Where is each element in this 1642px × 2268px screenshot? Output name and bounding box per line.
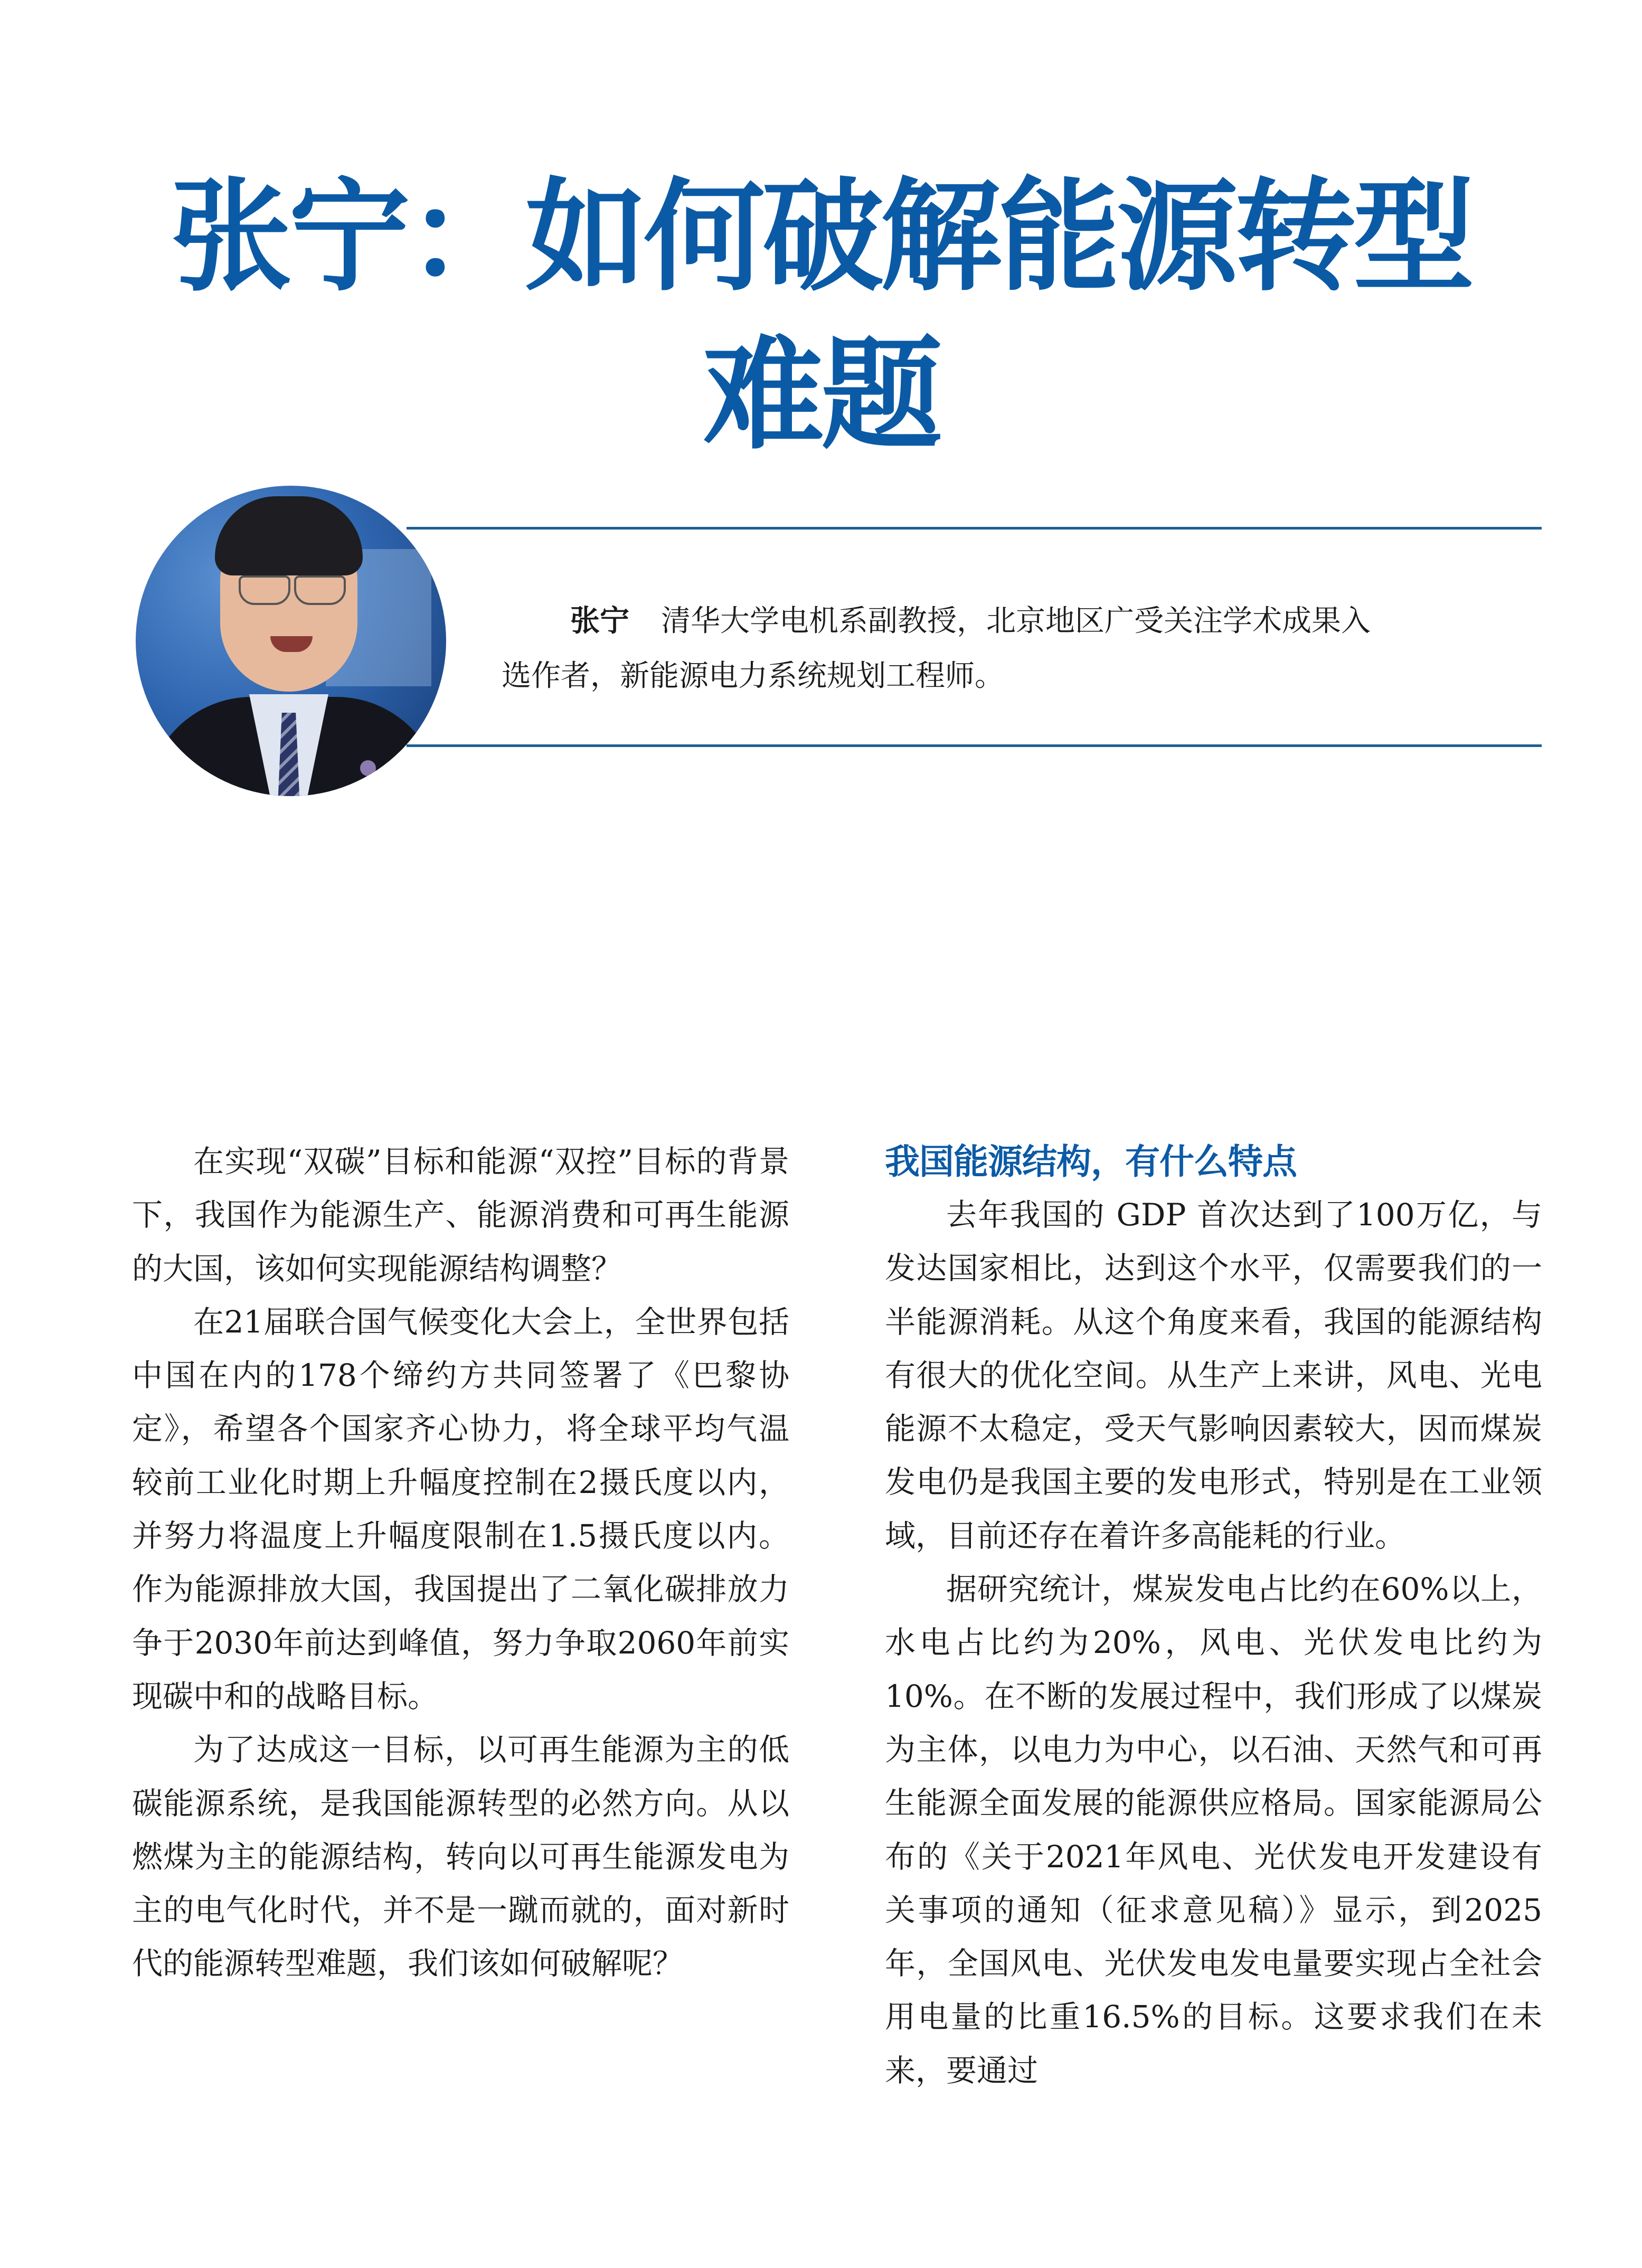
left-text-column (132, 1135, 789, 1991)
body-paragraph: 去年我国的 GDP 首次达到了100万亿，与发达国家相比，达到这个水平，仅需要我们的一半能源消耗。从这个角度来看，我国的能源结构有很大的优化空间。从生产上来讲，风电、光电能源不太稳定，受天气影响因素较大，因而煤炭发电仍是我国主要的发电形式，特别是在工业领域，目前还存在着许多高能耗的行业。 (885, 1197, 1542, 1554)
author-bio (502, 594, 1536, 704)
author-bio-line-2: 选作者，新能源电力系统规划工程师。 (502, 659, 1004, 693)
article-title-line-2: 难题 (702, 325, 939, 466)
right-text-column (885, 1135, 1542, 2097)
photo-lapel-pin (360, 760, 376, 776)
section-heading: 我国能源结构，有什么特点 (885, 1141, 1297, 1182)
bio-bottom-divider (407, 744, 1542, 747)
photo-glasses-left (239, 575, 290, 605)
author-bio-line-1: 清华大学电机系副教授，北京地区广受关注学术成果入 (661, 604, 1371, 638)
body-paragraph: 在实现“双碳”目标和能源“双控”目标的背景下，我国作为能源生产、能源消费和可再生能源的大国，该如何实现能源结构调整？ (132, 1144, 789, 1287)
bio-top-divider (407, 527, 1542, 530)
body-paragraph: 为了达成这一目标，以可再生能源为主的低碳能源系统，是我国能源转型的必然方向。从以燃煤为主的能源结构，转向以可再生能源发电为主的电气化时代，并不是一蹴而就的，面对新时代的能源转型难题，我们该如何破解呢？ (132, 1732, 789, 1982)
photo-hair (215, 496, 363, 575)
author-name: 张宁 (570, 604, 629, 638)
body-paragraph: 在21届联合国气候变化大会上，全世界包括中国在内的178个缔约方共同签署了《巴黎协定》，希望各个国家齐心协力，将全球平均气温较前工业化时期上升幅度控制在2摄氏度以内，并努力将温度上升幅度限制在1.5摄氏度以内。作为能源排放大国，我国提出了二氧化碳排放力争于2030年前达到峰值，努力争取2060年前实现碳中和的战略目标。 (132, 1303, 789, 1714)
author-portrait-photo (136, 486, 446, 796)
photo-glasses-right (294, 575, 346, 605)
article-title-line-1: 张宁：如何破解能源转型 (170, 167, 1471, 308)
body-paragraph: 据研究统计，煤炭发电占比约在60%以上，水电占比约为20%，风电、光伏发电比约为10%。在不断的发展过程中，我们形成了以煤炭为主体，以电力为中心，以石油、天然气和可再生能源全面发展的能源供应格局。国家能源局公布的《关于2021年风电、光伏发电开发建设有关事项的通知（征求意见稿）》显示，到2025年，全国风电、光伏发电发电量要实现占全社会用电量的比重16.5%的目标。这要求我们在未来，要通过 (885, 1571, 1542, 2089)
